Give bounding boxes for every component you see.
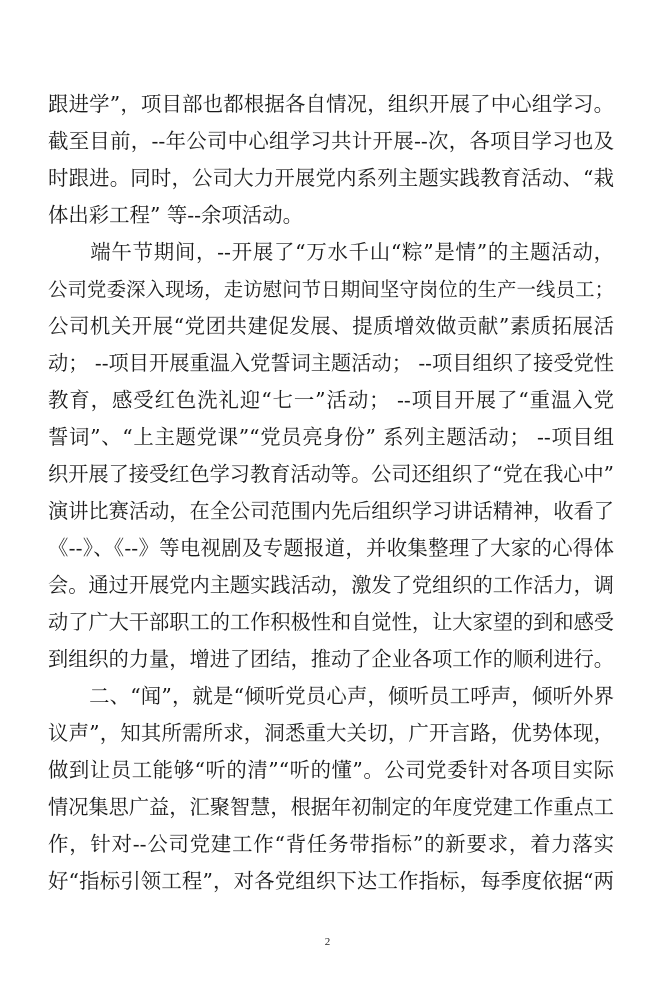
text-line: 公司党委深入现场，走访慰问节日期间坚守岗位的生产一线员工； <box>48 278 614 301</box>
text-line: 动； --项目开展重温入党誓词主题活动； --项目组织了接受党性 <box>48 351 614 375</box>
text-line: 情况集思广益，汇聚智慧，根据年初制定的年度党建工作重点工 <box>48 795 614 819</box>
text-line: 议声”，知其所需所求，洞悉重大关切，广开言路，优势体现， <box>48 721 614 745</box>
text-line: 动了广大干部职工的工作积极性和自觉性，让大家望的到和感受 <box>48 610 614 634</box>
text-line: 到组织的力量，增进了团结，推动了企业各项工作的顺利进行。 <box>48 647 614 671</box>
text-line: 《--》、《--》等电视剧及专题报道，并收集整理了大家的心得体 <box>48 536 614 560</box>
text-line: 誓词”、“上主题党课”“党员亮身份” 系列主题活动； --项目组 <box>48 425 614 449</box>
text-line: 会。通过开展党内主题实践活动，激发了党组织的工作活力，调 <box>48 573 614 597</box>
text-line: 时跟进。同时，公司大力开展党内系列主题实践教育活动、“栽 <box>48 166 614 190</box>
text-line: 公司机关开展“党团共建促发展、提质增效做贡献”素质拓展活 <box>48 314 614 338</box>
text-line: 做到让员工能够“听的清”“听的懂”。公司党委针对各项目实际 <box>48 758 614 782</box>
text-line: 截至目前，--年公司中心组学习共计开展--次，各项目学习也及 <box>48 129 614 153</box>
text-line: 跟进学”，项目部也都根据各自情况，组织开展了中心组学习。 <box>48 92 614 116</box>
text-line: 二、“闻”，就是“倾听党员心声，倾听员工呼声，倾听外界 <box>48 684 614 708</box>
page-number: 2 <box>324 936 331 948</box>
text-line: 演讲比赛活动，在全公司范围内先后组织学习讲话精神，收看了 <box>48 499 614 523</box>
text-line: 体出彩工程” 等--余项活动。 <box>48 203 303 227</box>
text-line: 端午节期间，--开展了“万水千山“粽”是情”的主题活动， <box>48 240 614 264</box>
text-line: 好“指标引领工程”，对各党组织下达工作指标，每季度依据“两 <box>48 869 614 893</box>
document-body <box>48 86 614 900</box>
text-line: 教育，感受红色洗礼迎“七一”活动； --项目开展了“重温入党 <box>48 388 614 412</box>
text-line: 织开展了接受红色学习教育活动等。公司还组织了“党在我心中” <box>48 462 614 486</box>
text-line: 作，针对--公司党建工作“背任务带指标”的新要求，着力落实 <box>48 832 614 856</box>
